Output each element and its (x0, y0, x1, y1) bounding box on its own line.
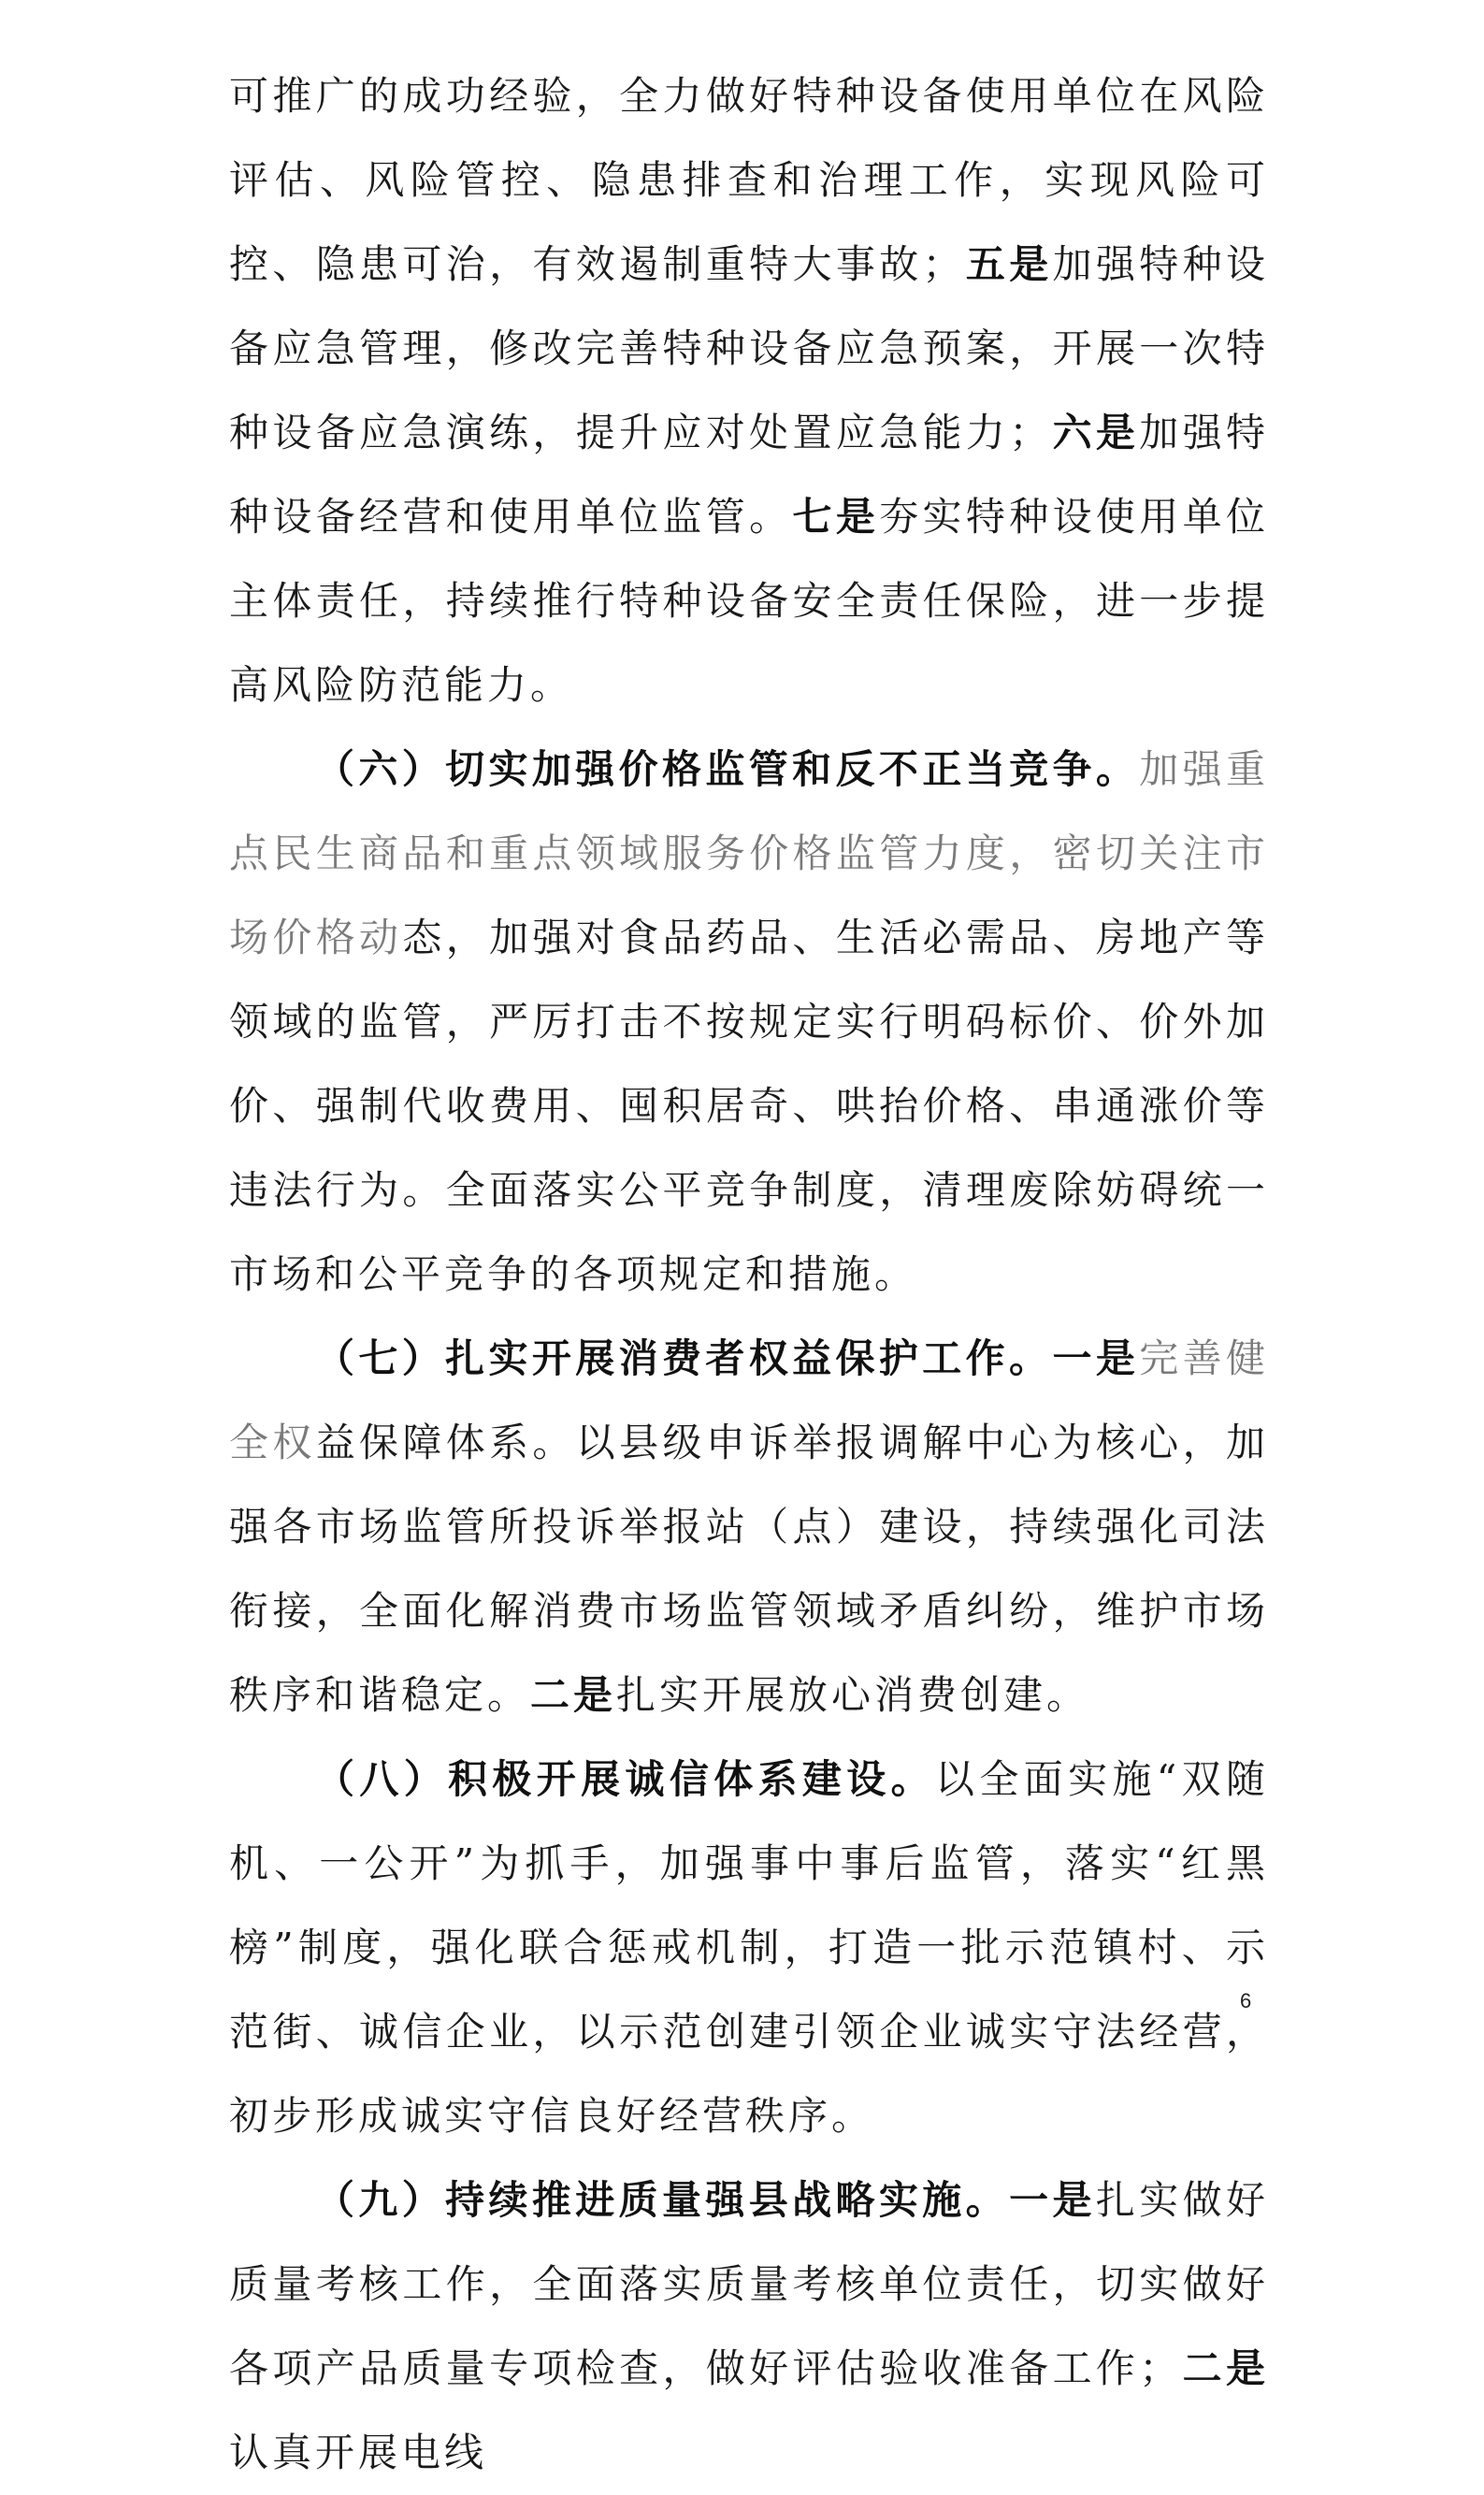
body-text: 夯实特种设使用单位主体责任，持续推行特种设备安全责任保险，进一步提高风险防范能力。 (229, 494, 1269, 708)
paragraph-credit-system (229, 1738, 1269, 2158)
bold-heading-text: 二是 (1182, 2345, 1269, 2391)
body-text: 扎实做好质量考核工作，全面落实质量考核单位责任，切实做好各项产品质量专项检查，做好评估验收准备工作； (229, 2177, 1269, 2391)
bold-heading-text: 二是 (530, 1672, 617, 1718)
bold-heading-text: （六）切实加强价格监管和反不正当竞争。 (315, 746, 1140, 792)
bold-heading-text: 一是 (1009, 2177, 1096, 2223)
body-text: 认真开展电线 (229, 2430, 488, 2475)
bold-heading-text: （八）积极开展诚信体系建设。 (315, 1756, 936, 1802)
bold-heading-text: 六是 (1052, 410, 1140, 455)
body-text: 态，加强对食品药品、生活必需品、房地产等领域的监管，严厉打击不按规定实行明码标价、价外加价、强制代收费用、囤积居奇、哄抬价格、串通涨价等违法行为。全面落实公平竞争制度，清理废除妨碍统一市场和公平竞争的各项规定和措施。 (229, 915, 1269, 1297)
body-text: 以全面实施“双随机、一公开”为抓手，加强事中事后监管，落实“红黑榜”制度，强化联合惩戒机制，打造一批示范镇村、示范街、诚信企业，以示范创建引领企业诚实守法经营，初步形成诚实守信良好经营秩序。 (229, 1756, 1269, 2139)
body-text: 扎实开展放心消费创建。 (616, 1672, 1090, 1718)
body-text: 加强重点民生商品和重点领域服务价格监管力度，密切关注市场价格动 (229, 746, 1269, 960)
bold-heading-text: （九）持续推进质量强县战略实施。 (315, 2177, 1010, 2223)
document-page (229, 54, 1269, 2495)
body-text: 加强特种设备经营和使用单位监管。 (229, 410, 1269, 540)
bold-heading-text: （七）扎实开展消费者权益保护工作。 (315, 1335, 1053, 1381)
body-text: 完善健全权 (229, 1335, 1269, 1465)
bold-heading-text: 五是 (965, 241, 1053, 287)
bold-heading-text: 七是 (792, 494, 880, 540)
body-text: 加强特种设备应急管理，修改完善特种设备应急预案，开展一次特种设备应急演练，提升应对处置应急能力； (229, 241, 1269, 455)
paragraph-price-supervision (229, 728, 1269, 1317)
bold-heading-text: 一是 (1052, 1335, 1140, 1381)
paragraph-quality-strategy (229, 2158, 1269, 2495)
body-text: 益保障体系。以县级申诉举报调解中心为核心，加强各市场监管所投诉举报站（点）建设，持续强化司法衔接，全面化解消费市场监管领域矛盾纠纷，维护市场秩序和谐稳定。 (229, 1420, 1269, 1718)
body-text: 可推广的成功经验，全力做好特种设备使用单位在风险评估、风险管控、隐患排查和治理工作，实现风险可控、隐患可治，有效遏制重特大事故； (229, 73, 1269, 287)
paragraph-special-equipment (229, 54, 1269, 728)
page-number: 6 (1240, 1989, 1252, 2012)
paragraph-consumer-protection (229, 1317, 1269, 1738)
